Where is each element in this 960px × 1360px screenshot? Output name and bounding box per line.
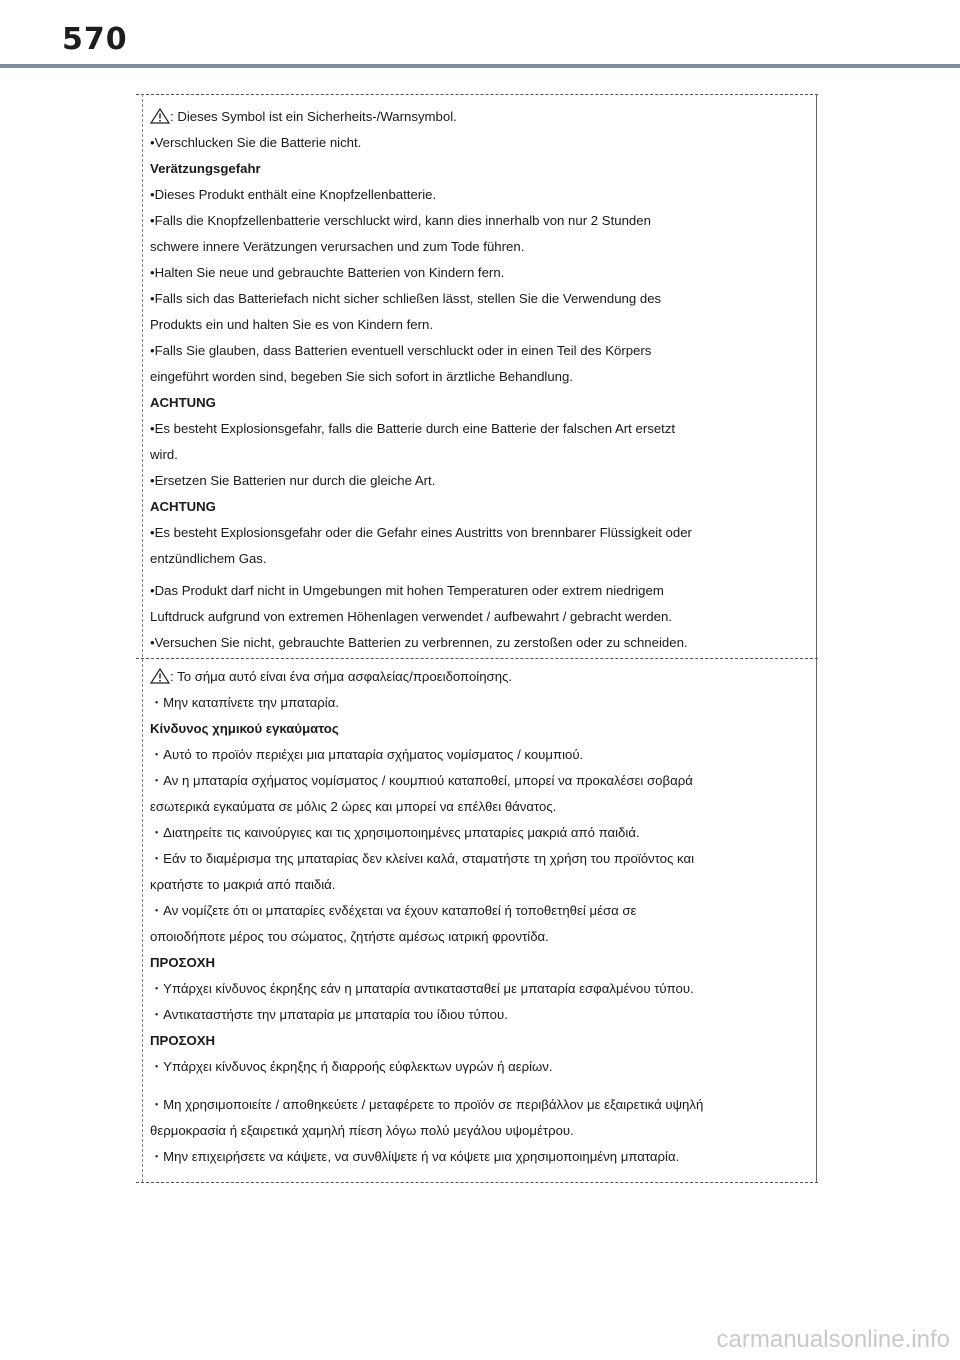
- greek-section: [150, 664, 790, 1170]
- section-heading: ACHTUNG: [150, 499, 216, 514]
- section-heading: Κίνδυνος χημικού εγκαύματος: [150, 721, 339, 736]
- text-line: Luftdruck aufgrund von extremen Höhenlagen verwendet / aufbewahrt / gebracht werden.: [150, 609, 672, 624]
- text-line: ・Μην καταπίνετε την μπαταρία.: [150, 695, 340, 710]
- text-line: ・Εάν το διαμέρισμα της μπαταρίας δεν κλείνει καλά, σταματήστε τη χρήση του προϊόντος και: [150, 851, 695, 866]
- sheet-border-left: [142, 94, 143, 1182]
- text-line: ・Μην επιχειρήσετε να κάψετε, να συνθλίψετε ή να κόψετε μια χρησιμοποιημένη μπαταρία.: [150, 1149, 680, 1164]
- sheet-border-top: [136, 94, 818, 95]
- warning-sheet: [136, 90, 818, 1184]
- sheet-border-bottom: [136, 1182, 818, 1183]
- section-heading: Verätzungsgefahr: [150, 161, 261, 176]
- text-line: •Falls die Knopfzellenbatterie verschluckt wird, kann dies innerhalb von nur 2 Stunden: [150, 213, 651, 228]
- greek-lines: [150, 690, 790, 1170]
- text-line: wird.: [150, 447, 178, 462]
- text-line: •Ersetzen Sie Batterien nur durch die gleiche Art.: [150, 473, 436, 488]
- german-section: [150, 104, 790, 656]
- text-line: schwere innere Verätzungen verursachen und zum Tode führen.: [150, 239, 525, 254]
- warning-triangle-icon: [150, 668, 170, 684]
- text-line: οποιοδήποτε μέρος του σώματος, ζητήστε αμέσως ιατρική φροντίδα.: [150, 929, 549, 944]
- text-line: •Verschlucken Sie die Batterie nicht.: [150, 135, 362, 150]
- text-line: •Halten Sie neue und gebrauchte Batterien von Kindern fern.: [150, 265, 505, 280]
- text-line: θερμοκρασία ή εξαιρετικά χαμηλή πίεση λόγω πολύ μεγάλου υψομέτρου.: [150, 1123, 574, 1138]
- german-lines: [150, 130, 790, 656]
- greek-symbol-text: : Το σήμα αυτό είναι ένα σήμα ασφαλείας/προειδοποίησης.: [170, 669, 513, 684]
- sheet-border-right: [816, 94, 817, 1182]
- greek-symbol-line: [150, 664, 790, 690]
- text-line: Produkts ein und halten Sie es von Kindern fern.: [150, 317, 433, 332]
- section-heading: ΠΡΟΣΟΧΗ: [150, 955, 216, 970]
- text-line: •Falls Sie glauben, dass Batterien eventuell verschluckt oder in einen Teil des Körpers: [150, 343, 652, 358]
- text-line: entzündlichem Gas.: [150, 551, 267, 566]
- text-line: ・Αν η μπαταρία σχήματος νομίσματος / κουμπιού καταποθεί, μπορεί να προκαλέσει σοβαρά: [150, 773, 693, 788]
- text-line: ・Αυτό το προϊόν περιέχει μια μπαταρία σχήματος νομίσματος / κουμπιού.: [150, 747, 584, 762]
- text-line: ・Υπάρχει κίνδυνος έκρηξης εάν η μπαταρία αντικατασταθεί με μπαταρία εσφαλμένου τύπου.: [150, 981, 694, 996]
- text-line: •Das Produkt darf nicht in Umgebungen mit hohen Temperaturen oder extrem niedrigem: [150, 583, 664, 598]
- text-line: ・Μη χρησιμοποιείτε / αποθηκεύετε / μεταφέρετε το προϊόν σε περιβάλλον με εξαιρετικά υψηλή: [150, 1097, 704, 1112]
- text-line: eingeführt worden sind, begeben Sie sich sofort in ärztliche Behandlung.: [150, 369, 574, 384]
- text-line: ・Διατηρείτε τις καινούργιες και τις χρησιμοποιημένες μπαταρίες μακριά από παιδιά.: [150, 825, 640, 840]
- warning-triangle-icon: [150, 108, 170, 124]
- text-line: ・Υπάρχει κίνδυνος έκρηξης ή διαρροής εύφλεκτων υγρών ή αερίων.: [150, 1059, 553, 1074]
- german-symbol-line: [150, 104, 790, 130]
- text-line: κρατήστε το μακριά από παιδιά.: [150, 877, 336, 892]
- german-symbol-text: : Dieses Symbol ist ein Sicherheits-/Warnsymbol.: [170, 109, 457, 124]
- sheet-border-divider: [136, 658, 818, 659]
- text-line: εσωτερικά εγκαύματα σε μόλις 2 ώρες και μπορεί να επέλθει θάνατος.: [150, 799, 557, 814]
- text-line: •Es besteht Explosionsgefahr oder die Gefahr eines Austritts von brennbarer Flüssigkeit oder: [150, 525, 692, 540]
- header-rule: [0, 64, 960, 68]
- text-line: •Versuchen Sie nicht, gebrauchte Batterien zu verbrennen, zu zerstoßen oder zu schneiden.: [150, 635, 688, 650]
- page-number: 570: [62, 22, 128, 57]
- section-heading: ΠΡΟΣΟΧΗ: [150, 1033, 216, 1048]
- text-line: •Falls sich das Batteriefach nicht sicher schließen lässt, stellen Sie die Verwendung des: [150, 291, 662, 306]
- text-line: •Es besteht Explosionsgefahr, falls die Batterie durch eine Batterie der falschen Art ersetzt: [150, 421, 676, 436]
- section-heading: ACHTUNG: [150, 395, 216, 410]
- text-line: •Dieses Produkt enthält eine Knopfzellenbatterie.: [150, 187, 437, 202]
- text-line: ・Αντικαταστήστε την μπαταρία με μπαταρία του ίδιου τύπου.: [150, 1007, 508, 1022]
- site-watermark: carmanualsonline.info: [716, 1326, 950, 1353]
- text-line: ・Αν νομίζετε ότι οι μπαταρίες ενδέχεται να έχουν καταποθεί ή τοποθετηθεί μέσα σε: [150, 903, 637, 918]
